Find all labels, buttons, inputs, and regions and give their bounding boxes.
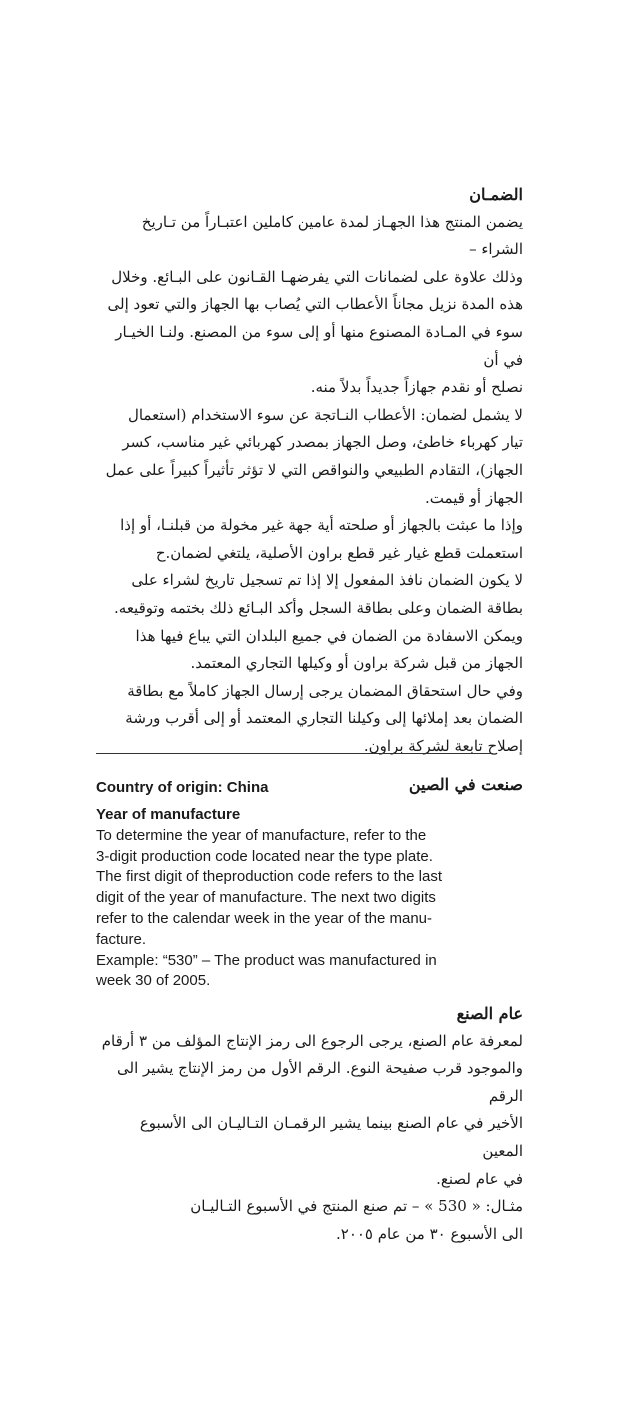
warranty-line: الجهاز أو قيمت. xyxy=(425,488,523,507)
warranty-line: بطاقة الضمان وعلى بطاقة السجل وأكد البـائع ذلك بختمه وتوقيعه. xyxy=(114,598,523,617)
manufacture-line-en: To determine the year of manufacture, refer to the xyxy=(96,826,427,844)
warranty-line: الضمان بعد إملائها إلى وكيلنا التجاري المعتمد أو إلى أقرب ورشة xyxy=(125,709,523,728)
warranty-line: وذلك علاوة على لضمانات التي يفرضهـا القـانون على البـائع. وخلال xyxy=(111,267,523,286)
warranty-line: سوء في المـادة المصنوع منها أو إلى سوء من المصنع. ولنـا الخيـار في أن xyxy=(115,322,523,369)
country-of-origin-row xyxy=(96,777,523,801)
warranty-line: وفي حال استحقاق المضمان يرجى إرسال الجهاز كاملاً مع بطاقة xyxy=(127,681,523,700)
warranty-title-ar: الضمـان xyxy=(469,185,523,204)
warranty-line: لا يكون الضمان نافذ المفعول إلا إذا تم تسجيل تاريخ لشراء على xyxy=(131,571,523,590)
manufacture-line-en: refer to the calendar week in the year of the manu- xyxy=(96,909,433,927)
manufacture-line-en: digit of the year of manufacture. The next two digits xyxy=(96,889,436,907)
year-of-manufacture-title-ar: عام الصنع xyxy=(456,1004,523,1023)
warranty-line: هذه المدة نزيل مجاناً الأعطاب التي يُصاب بها الجهاز والتي تعود إلى xyxy=(107,295,523,314)
manufacture-line-ar: والموجود قرب صفيحة النوع. الرقم الأول من رمز الإنتاج يشير الى الرقم xyxy=(117,1059,523,1105)
manufacture-line-ar: لمعرفة عام الصنع، يرجى الرجوع الى رمز الإنتاج المؤلف من ٣ أرقام xyxy=(101,1031,523,1050)
manufacture-line-ar: الى الأسبوع ٣٠ من عام ٢٠٠٥. xyxy=(335,1224,523,1243)
country-of-origin-en: Country of origin: China xyxy=(96,779,269,796)
manufacture-line-en: Example: “530” – The product was manufactured in xyxy=(96,951,437,969)
warranty-line: ويمكن الاسفادة من الضمان في جميع البلدان التي يباع فيها هذا xyxy=(135,626,523,645)
manufacture-line-en: The first digit of theproduction code refers to the last xyxy=(96,868,443,886)
manufacture-line-en: week 30 of 2005. xyxy=(96,972,211,990)
warranty-line: تيار كهرباء خاطئ، وصل الجهاز بمصدر كهربائي غير مناسب، كسر xyxy=(122,433,523,452)
warranty-line: إصلاح تابعة لشركة براون. xyxy=(363,736,523,755)
warranty-line: وإذا ما عبثت بالجهاز أو صلحته أية جهة غير مخولة من قبلنـا، أو إذا xyxy=(120,516,523,535)
manufacture-line-en: facture. xyxy=(96,930,147,948)
warranty-line: يضمن المنتج هذا الجهـاز لمدة عامين كاملين اعتبـاراً من تـاريخ الشراء – xyxy=(141,212,523,259)
country-of-origin-ar: صنعت في الصين xyxy=(408,775,523,794)
year-of-manufacture-title-en: Year of manufacture xyxy=(96,806,241,823)
warranty-section-ar xyxy=(100,181,523,760)
manufacture-line-en: 3-digit production code located near the type plate. xyxy=(96,847,433,865)
warranty-line: لا يشمل لضمان: الأعطاب النـاتجة عن سوء الاستخدام (استعمال xyxy=(127,405,523,424)
warranty-line: نصلح أو نقدم جهازاً جديداً بدلاً منه. xyxy=(310,378,523,397)
year-of-manufacture-section-en xyxy=(96,805,496,992)
manufacture-line-ar: الأخير في عام الصنع بينما يشير الرقمـان التـاليـان الى الأسبوع المعين xyxy=(139,1114,523,1160)
year-of-manufacture-section-ar xyxy=(100,1000,523,1248)
warranty-line: استعملت قطع غيار غير قطع براون الأصلية، يلتغي لضمان.ح xyxy=(155,543,523,562)
manufacture-line-ar: مثـال: « 530 » – تم صنع المنتج في الأسبوع التـاليـان xyxy=(190,1197,523,1216)
warranty-line: الجهاز)، التقادم الطبيعي والنواقص التي لا تؤثر تأثيراً كبيراً على عمل xyxy=(105,460,523,479)
manufacture-line-ar: في عام لصنع. xyxy=(436,1169,523,1188)
section-divider xyxy=(96,753,493,754)
warranty-line: الجهاز من قبل شركة براون أو وكيلها التجاري المعتمد. xyxy=(190,654,523,673)
